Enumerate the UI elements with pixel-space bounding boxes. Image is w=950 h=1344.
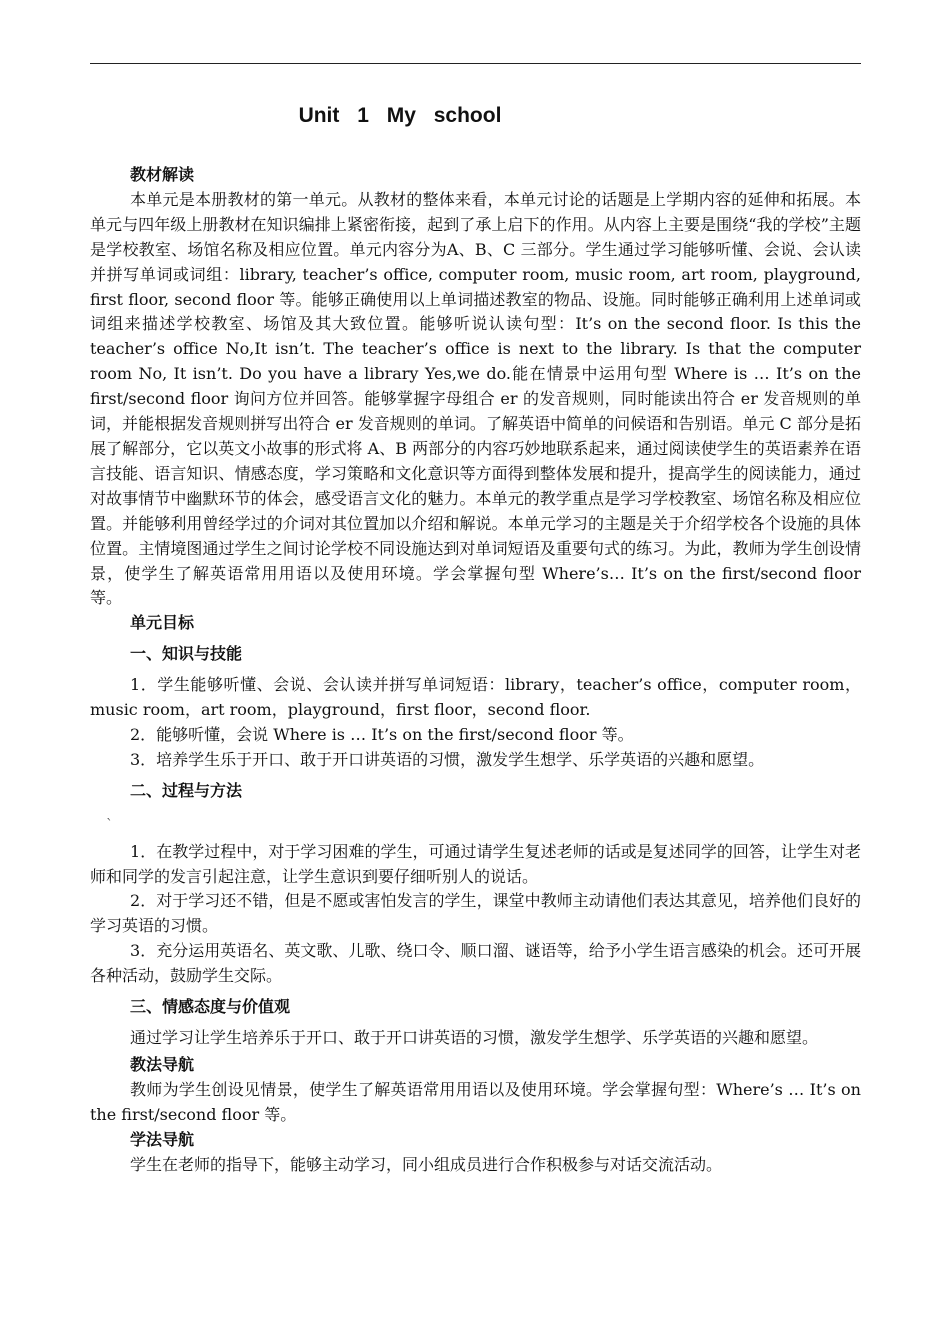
learning-heading: 学法导航 bbox=[130, 1129, 195, 1149]
process-item: 2．对于学习还不错，但是不愿或害怕发言的学生，课堂中教师主动请他们表达其意见，培养他们良好的学习英语的习惯。 bbox=[90, 891, 861, 936]
knowledge-item: 3．培养学生乐于开口、敢于开口讲英语的习惯，激发学生想学、乐学英语的兴趣和愿望。 bbox=[130, 749, 765, 769]
document-body bbox=[90, 163, 861, 1177]
knowledge-heading: 一、知识与技能 bbox=[130, 644, 243, 664]
page-title: Unit 1 My school bbox=[298, 104, 502, 127]
attitude-heading: 三、情感态度与价值观 bbox=[130, 997, 291, 1017]
stray-mark: ˋ bbox=[106, 816, 113, 833]
goals-heading: 单元目标 bbox=[130, 613, 195, 633]
teaching-heading: 教法导航 bbox=[130, 1054, 195, 1074]
header-rule bbox=[90, 63, 861, 64]
textbook-heading: 教材解读 bbox=[130, 165, 195, 184]
textbook-paragraph: 本单元是本册教材的第一单元。从教材的整体来看，本单元讨论的话题是上学期内容的延伸和拓展。本单元与四年级上册教材在知识编排上紧密衔接，起到了承上启下的作用。从内容上主要是围绕“我的学校”主题是学校教室、场馆名称及相应位置。单元内容分为A、B、C 三部分。学生通过学习能够听懂、会说、会认读并拼写单词或词组：library, teacher’s office, computer room, music room, art room, playground, first floor, second floor 等。能够正确使用以上单词描述教室的物品、设施。同时能够正确利用上述单词或词组来描述学校教室、场馆及其大致位置。能够听说认读句型：It’s on the second floor. Is this the teacher’s office No,It isn’t. The teacher’s office is next to the library. Is that the computer room No, It isn’t. Do you have a library Yes,we do.能在情景中运用句型 Where is … It’s on the first/second floor 询问方位并回答。能够掌握字母组合 er 的发音规则，同时能读出符合 er 发音规则的单词，并能根据发音规则拼写出符合 er 发音规则的单词。了解英语中简单的问候语和告别语。单元 C 部分是拓展了解部分，它以英文小故事的形式将 A、B 两部分的内容巧妙地联系起来，通过阅读使学生的英语素养在语言技能、语言知识、情感态度，学习策略和文化意识等方面得到整体发展和提升，提高学生的阅读能力，通过对故事情节中幽默环节的体会，感受语言文化的魅力。本单元的教学重点是学习学校教室、场馆名称及相应位置。并能够利用曾经学过的介词对其位置加以介绍和解说。本单元学习的主题是关于介绍学校各个设施的具体位置。主情境图通过学生之间讨论学校不同设施达到对单词短语及重要句式的练习。为此，教师为学生创设情景，使学生了解英语常用用语以及使用环境。学会掌握句型 Where’s… It’s on the first/second floor 等。 bbox=[90, 189, 861, 608]
process-heading: 二、过程与方法 bbox=[130, 780, 243, 800]
knowledge-item: 2．能够听懂，会说 Where is … It’s on the first/second floor 等。 bbox=[130, 724, 634, 744]
attitude-paragraph: 通过学习让学生培养乐于开口、敢于开口讲英语的习惯，激发学生想学、乐学英语的兴趣和愿望。 bbox=[130, 1028, 819, 1047]
teaching-paragraph: 教师为学生创设见情景，使学生了解英语常用用语以及使用环境。学会掌握句型：Where’s … It’s on the first/second floor 等。 bbox=[90, 1079, 861, 1124]
learning-paragraph: 学生在老师的指导下，能够主动学习，同小组成员进行合作积极参与对话交流活动。 bbox=[130, 1154, 723, 1174]
process-item: 1．在教学过程中，对于学习困难的学生，可通过请学生复述老师的话或是复述同学的回答，让学生对老师和同学的发言引起注意，让学生意识到要仔细听别人的说话。 bbox=[90, 841, 861, 886]
process-item: 3．充分运用英语名、英文歌、儿歌、绕口令、顺口溜、谜语等，给予小学生语言感染的机会。还可开展各种活动，鼓励学生交际。 bbox=[90, 941, 861, 986]
knowledge-item: 1．学生能够听懂、会说、会认读并拼写单词短语：library，teacher’s office，computer room，music room，art room，playground，first floor，second floor. bbox=[90, 675, 861, 720]
